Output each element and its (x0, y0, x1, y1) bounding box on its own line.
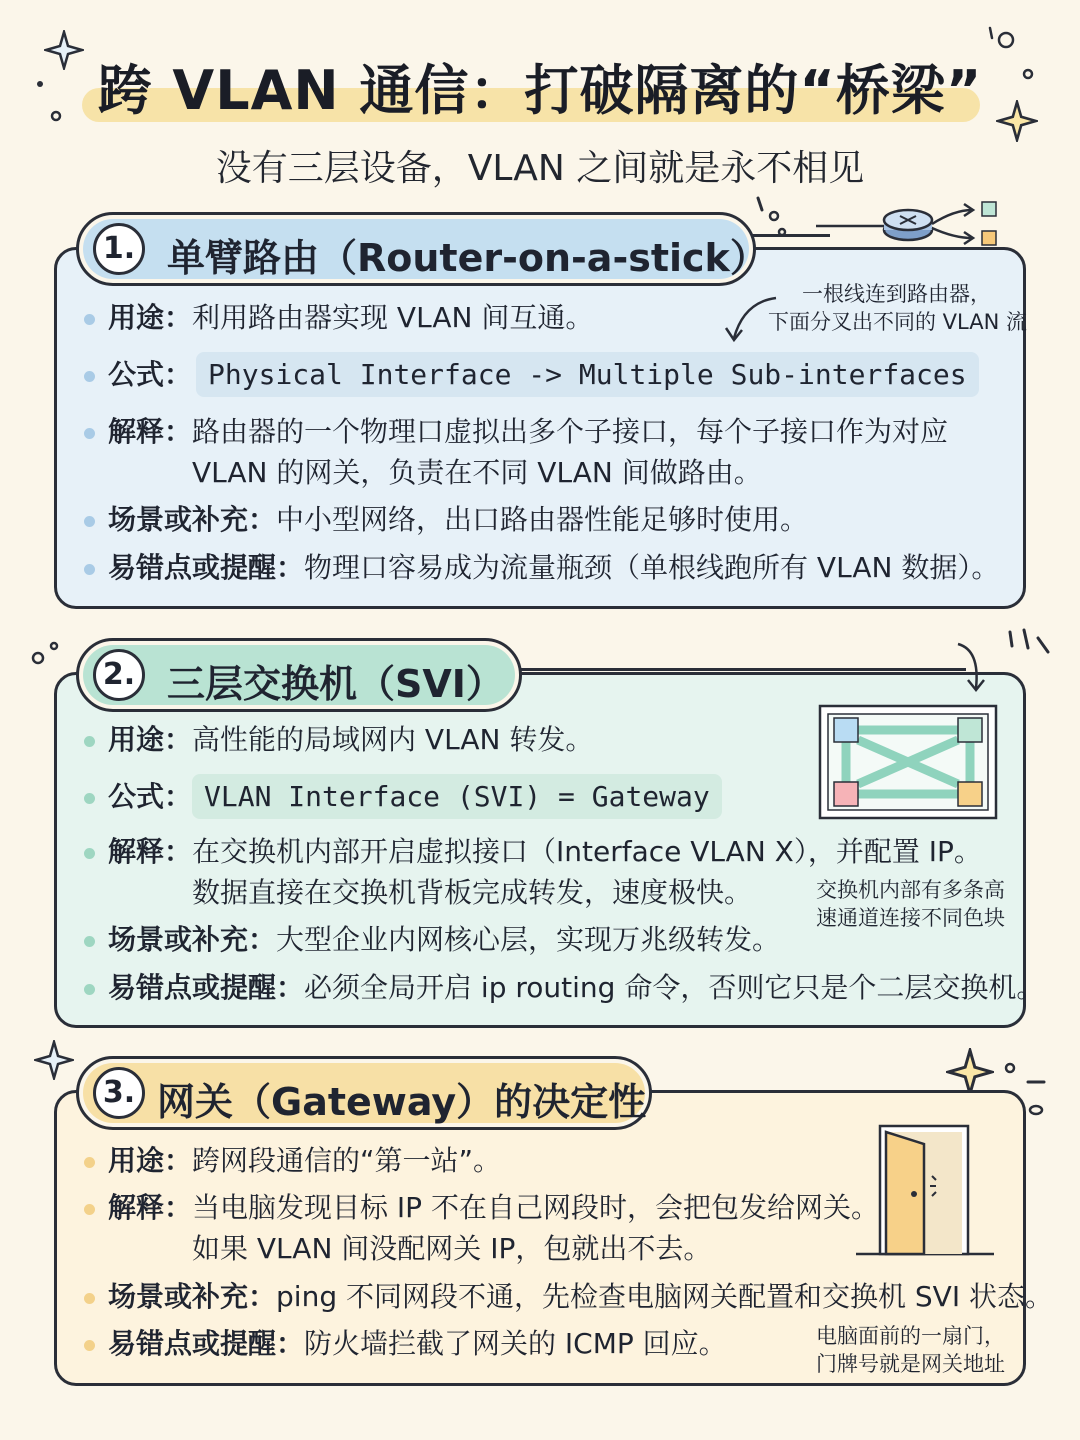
router-icon (816, 198, 1006, 254)
explain-text-line2: VLAN 的网关，负责在不同 VLAN 间做路由。 (192, 456, 762, 489)
bullet-dot (84, 1340, 95, 1351)
explain-label: 解释： (108, 415, 193, 448)
section-number: 2. (93, 649, 145, 701)
formula-code: Physical Interface -> Multiple Sub-interfaces (196, 352, 979, 397)
bullet-dot (84, 564, 95, 575)
sparkle-icon (946, 1048, 994, 1096)
bullet-dot (84, 516, 95, 527)
bullet-dot (84, 793, 95, 804)
tab-connector-line (630, 1090, 930, 1093)
scene-text: 大型企业内网核心层，实现万兆级转发。 (276, 923, 781, 956)
gateway-note-line2: 门牌号就是网关地址 (816, 1352, 1005, 1376)
usage-text: 跨网段通信的“第一站”。 (192, 1144, 502, 1177)
bullet-dot (84, 736, 95, 747)
section-tab-1 (76, 212, 768, 286)
bullet-dot (84, 1293, 95, 1304)
switch-backplane-icon (818, 704, 998, 820)
explain-label: 解释： (108, 835, 193, 868)
explain-text-line1: 路由器的一个物理口虚拟出多个子接口，每个子接口作为对应 (192, 415, 949, 448)
doodle-lines-icon (1004, 628, 1054, 668)
pitfall-label: 易错点或提醒： (108, 1327, 305, 1360)
bullet-dot (84, 1157, 95, 1168)
section-number: 1. (93, 223, 145, 275)
doodle-dots-icon (28, 640, 68, 670)
explain-text-line1: 在交换机内部开启虚拟接口（Interface VLAN X），并配置 IP。 (192, 835, 982, 868)
bullet-dot (84, 848, 95, 859)
formula-code: VLAN Interface (SVI) = Gateway (192, 774, 722, 819)
pitfall-label: 易错点或提醒： (108, 971, 305, 1004)
usage-label: 用途： (108, 723, 193, 756)
router-note-line1: 一根线连到路由器， (802, 282, 991, 306)
section-title: 单臂路由（Router-on-a-stick） (167, 236, 768, 280)
bullet-dot (84, 371, 95, 382)
usage-label: 用途： (108, 1144, 193, 1177)
explain-label: 解释： (108, 1191, 193, 1224)
scene-text: ping 不同网段不通，先检查电脑网关配置和交换机 SVI 状态。 (276, 1280, 1053, 1313)
bullet-dot (84, 984, 95, 995)
formula-label: 公式： (108, 358, 193, 391)
formula-label: 公式： (108, 780, 193, 813)
scene-label: 场景或补充： (108, 923, 277, 956)
section-title: 网关（Gateway）的决定性 (157, 1080, 647, 1124)
switch-note-line1: 交换机内部有多条高 (816, 878, 1005, 902)
section-title: 三层交换机（SVI） (167, 662, 504, 706)
page-title: 跨 VLAN 通信：打破隔离的“桥梁” (97, 59, 983, 122)
sparkle-icon (34, 1040, 74, 1080)
usage-text: 高性能的局域网内 VLAN 转发。 (192, 723, 594, 756)
section-tab-2 (76, 638, 522, 712)
bullet-dot (84, 936, 95, 947)
pitfall-text: 物理口容易成为流量瓶颈（单根线跑所有 VLAN 数据）。 (304, 551, 1000, 584)
bullet-dot (84, 314, 95, 325)
scene-label: 场景或补充： (108, 503, 277, 536)
page-subtitle: 没有三层设备，VLAN 之间就是永不相见 (215, 148, 865, 189)
tab-connector-line (506, 668, 966, 671)
section-number: 3. (93, 1067, 145, 1119)
pitfall-text: 防火墙拦截了网关的 ICMP 回应。 (304, 1327, 727, 1360)
scene-text: 中小型网络，出口路由器性能足够时使用。 (276, 503, 809, 536)
explain-text-line2: 如果 VLAN 间没配网关 IP，包就出不去。 (192, 1232, 712, 1265)
explain-text-line1: 当电脑发现目标 IP 不在自己网段时，会把包发给网关。 (192, 1191, 879, 1224)
switch-note-line2: 速通道连接不同色块 (816, 906, 1005, 930)
bullet-dot (84, 1204, 95, 1215)
explain-text-line2: 数据直接在交换机背板完成转发，速度极快。 (192, 876, 753, 909)
router-note-line2: 下面分叉出不同的 VLAN 流 (768, 310, 1027, 334)
section-tab-3 (76, 1056, 652, 1130)
pitfall-label: 易错点或提醒： (108, 551, 305, 584)
gateway-note-line1: 电脑面前的一扇门， (816, 1324, 1005, 1348)
curved-arrow-icon (950, 640, 994, 696)
usage-text: 利用路由器实现 VLAN 间互通。 (192, 301, 594, 334)
pitfall-text: 必须全局开启 ip routing 命令，否则它只是个二层交换机。 (304, 971, 1045, 1004)
bullet-dot (84, 428, 95, 439)
usage-label: 用途： (108, 301, 193, 334)
scene-label: 场景或补充： (108, 1280, 277, 1313)
